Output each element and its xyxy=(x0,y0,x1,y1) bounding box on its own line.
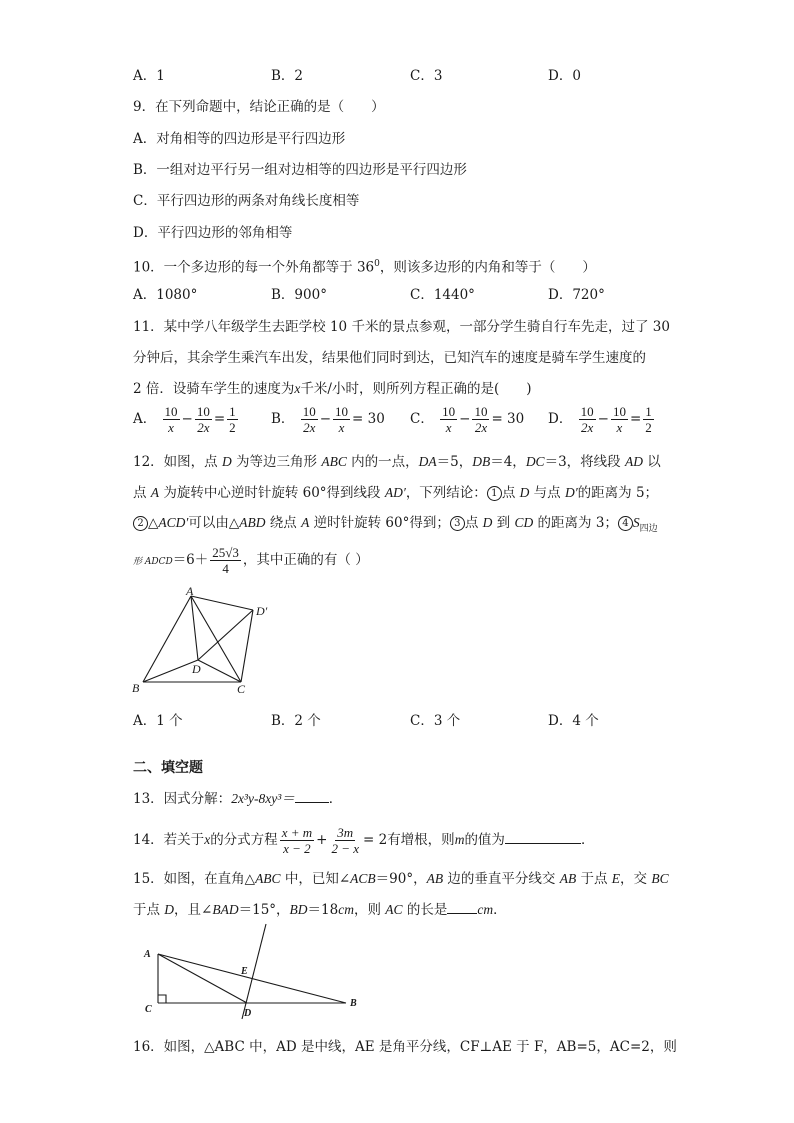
q12-line-3: 2 △ACD′可以由△ABD 绕点 A 逆时针旋转 60°得到； 3 点 D 到 CD 的距离为 3； 4 $S_{四边}$ xyxy=(133,514,658,538)
section-title-fill-in: 二、填空题 xyxy=(133,760,203,776)
q9-option-d: D．平行四边形的邻角相等 xyxy=(133,225,293,241)
q12-line-4: 形 ADCD＝6＋ $\frac{25√3}{4}$ ，其中正确的有（ ） xyxy=(133,545,369,576)
q10-option-b: B．900° xyxy=(271,287,327,303)
q12-option-b: B．2 个 xyxy=(271,713,321,729)
q12-option-d: D．4 个 xyxy=(548,713,599,729)
q15-label-a: A xyxy=(144,949,151,960)
q15-figure xyxy=(138,922,370,1026)
q15-right-angle-mark xyxy=(158,995,166,1003)
q15-line-2: 于点 D，且∠BAD＝15°，BD＝18cm，则 AC 的长是 cm． xyxy=(133,902,507,918)
q15-seg-ad xyxy=(158,954,247,1003)
q12-seg-ab xyxy=(143,596,191,682)
q12-option-c: C．3 个 xyxy=(410,713,461,729)
q10-option-a: A．1080° xyxy=(133,287,198,303)
q12-label-d: D xyxy=(192,662,201,676)
q12-label-c: C xyxy=(237,682,246,696)
q15-label-d: D xyxy=(244,1008,252,1019)
q11-option-d: D． $\frac{10}{2x}$ − $\frac{10}{x}$ = $\frac{1}{2}$ xyxy=(548,404,652,435)
q12-option-a: A．1 个 xyxy=(133,713,183,729)
q12-label-b: B xyxy=(132,681,140,695)
q11-option-a: A． $\frac{10}{x}$ − $\frac{10}{2x}$ = $\frac{1}{2}$ xyxy=(133,404,236,435)
q8-option-c: C．3 xyxy=(410,68,443,84)
q11-line-2: 分钟后，其余学生乘汽车出发，结果他们同时到达，已知汽车的速度是骑车学生速度的 xyxy=(133,350,646,366)
q12-line-1: 12．如图，点 D 为等边三角形 ABC 内的一点，DA＝5，DB＝4，DC＝3，将线段 AD 以 xyxy=(133,454,661,470)
q12-seg-cdp xyxy=(241,610,253,682)
q10-stem: 10．一个多边形的每一个外角都等于 $36^0$，则该多边形的内角和等于（ ） xyxy=(133,259,596,276)
q10-option-d: D．720° xyxy=(548,287,605,303)
q9-stem: 9．在下列命题中，结论正确的是（ ） xyxy=(133,99,385,115)
q15-label-e: E xyxy=(241,966,248,977)
q11-option-b: B． $\frac{10}{2x}$ − $\frac{10}{x}$ = 30 xyxy=(271,404,385,435)
q12-label-a: A xyxy=(186,584,194,598)
q8-option-b: B．2 xyxy=(271,68,304,84)
q14: 14．若关于x的分式方程 $\frac{x + m}{x - 2}$ + $\frac{3m}{2 - x}$ = 2有增根，则m的值为 ． xyxy=(133,825,595,856)
q9-option-c: C．平行四边形的两条对角线长度相等 xyxy=(133,193,360,209)
q11-option-c: C． $\frac{10}{x}$ − $\frac{10}{2x}$ = 30 xyxy=(410,404,525,435)
q11-line-3: 2 倍．设骑车学生的速度为x千米/小时，则所列方程正确的是( ) xyxy=(133,381,532,397)
q12-line-2: 点 A 为旋转中心逆时针旋转 60°得到线段 AD′，下列结论： 1 点 D 与点 D′的距离为 5； xyxy=(133,485,659,501)
q12-figure xyxy=(128,584,278,700)
q11-line-1: 11．某中学八年级学生去距学校 10 千米的景点参观，一部分学生骑自行车先走，过了 30 xyxy=(133,319,670,335)
q8-option-a: A．1 xyxy=(133,68,165,84)
q9-option-b: B．一组对边平行另一组对边相等的四边形是平行四边形 xyxy=(133,162,467,178)
q10-option-c: C．1440° xyxy=(410,287,475,303)
q12-seg-bd xyxy=(143,660,198,682)
q16-line-1: 16．如图，△ABC 中，AD 是中线，AE 是角平分线，CF⊥AE 于 F，AB=5，AC=2，则 xyxy=(133,1039,677,1055)
q9-option-a: A．对角相等的四边形是平行四边形 xyxy=(133,131,346,147)
q12-label-dp: D′ xyxy=(256,604,268,618)
q15-label-b: B xyxy=(350,998,357,1009)
q13: 13．因式分解：2x³y-8xy³＝ ． xyxy=(133,791,343,807)
q15-label-c: C xyxy=(145,1004,152,1015)
q12-seg-ddp xyxy=(198,610,253,660)
q12-seg-adp xyxy=(191,596,253,610)
q8-option-d: D．0 xyxy=(548,68,581,84)
q15-line-1: 15．如图，在直角△ABC 中，已知∠ACB＝90°，AB 边的垂直平分线交 AB 于点 E，交 BC xyxy=(133,871,669,887)
